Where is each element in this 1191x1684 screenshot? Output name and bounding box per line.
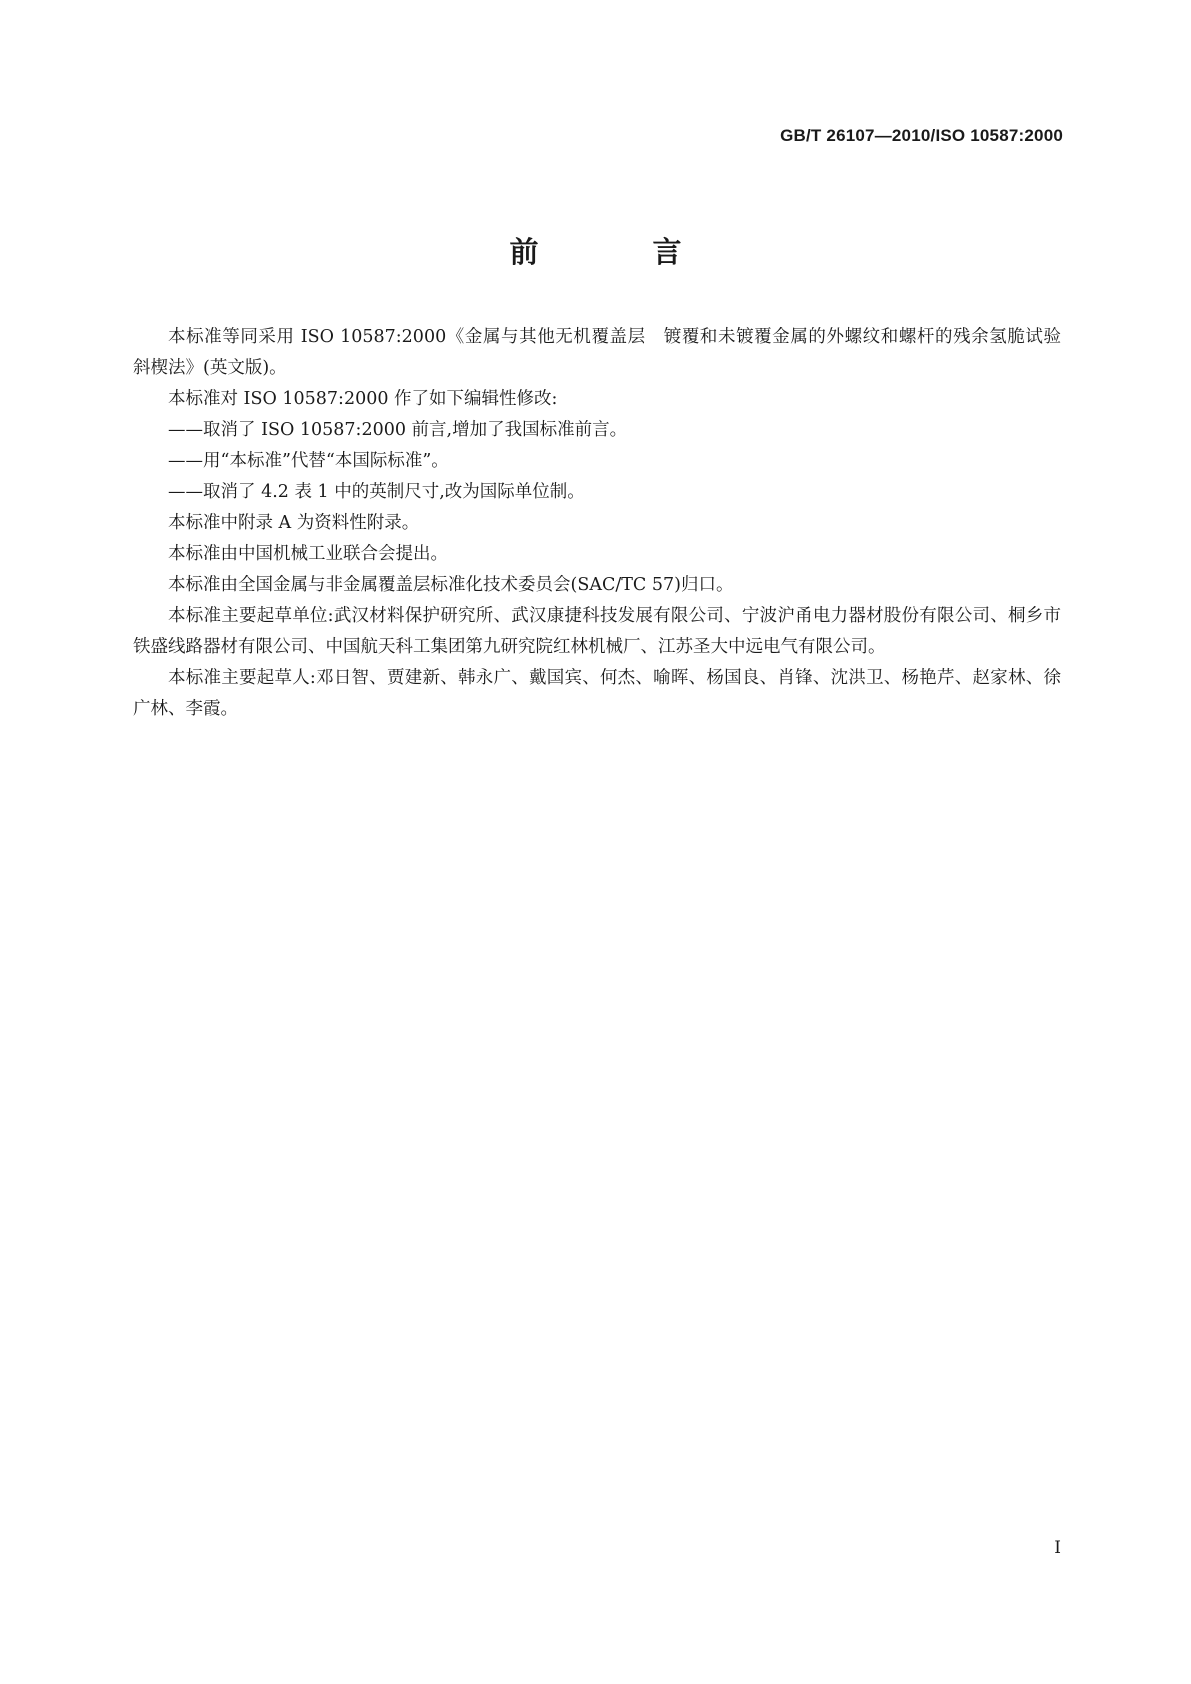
paragraph-modification-1: ——取消了 ISO 10587:2000 前言,增加了我国标准前言。 (168, 420, 628, 440)
paragraph-modification-3: ——取消了 4.2 表 1 中的英制尺寸,改为国际单位制。 (168, 482, 585, 502)
foreword-body (133, 322, 1079, 725)
standard-code-header: GB/T 26107—2010/ISO 10587:2000 (780, 126, 1063, 145)
paragraph-drafters: 本标准主要起草人:邓日智、贾建新、韩永广、戴国宾、何杰、喻晖、杨国良、肖锋、沈洪卫、杨艳芹、赵家林、徐广林、李霞。 (133, 668, 1061, 719)
paragraph-modification-2: ——用“本标准”代替“本国际标准”。 (168, 451, 449, 471)
paragraph-drafting-units: 本标准主要起草单位:武汉材料保护研究所、武汉康捷科技发展有限公司、宁波沪甬电力器材股份有限公司、桐乡市铁盛线路器材有限公司、中国航天科工集团第九研究院红林机械厂、江苏圣大中远电气有限公司。 (133, 606, 1061, 657)
page-title: 前 言 (509, 235, 734, 269)
paragraph-administered-by: 本标准由全国金属与非金属覆盖层标准化技术委员会(SAC/TC 57)归口。 (168, 575, 734, 595)
paragraph-proposed-by: 本标准由中国机械工业联合会提出。 (168, 544, 448, 564)
page-number: I (1054, 1538, 1061, 1558)
paragraph-adoption: 本标准等同采用 ISO 10587:2000《金属与其他无机覆盖层 镀覆和未镀覆金属的外螺纹和螺杆的残余氢脆试验 斜楔法》(英文版)。 (133, 327, 1079, 378)
paragraph-modifications-intro: 本标准对 ISO 10587:2000 作了如下编辑性修改: (168, 389, 558, 409)
paragraph-annex: 本标准中附录 A 为资料性附录。 (168, 513, 420, 533)
